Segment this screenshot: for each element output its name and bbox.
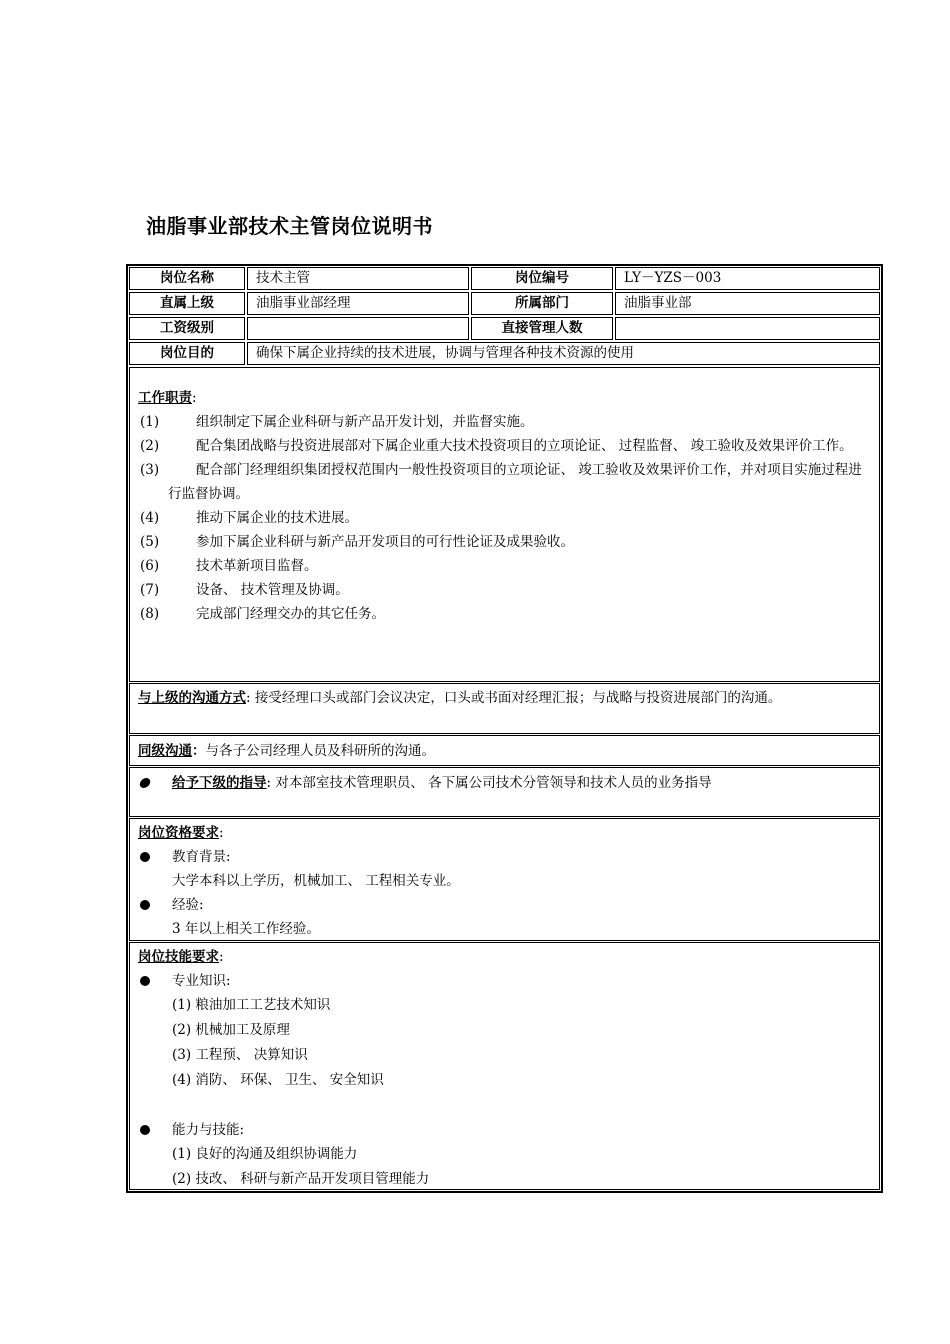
duties-section: 工作职责: (1) 组织制定下属企业科研与新产品开发计划，并监督实施。 (2) 配合集团战略与投资进展部对下属企业重大技术投资项目的立项论证、 过程监督、 竣工验收及效果评价工作。 (3) 配合部门经理组织集团授权范围内一般性投资项目的立项论证、 竣工验收及效果评价工作，并对项目实施过程进行监督协调。 (4) 推动下属企业的技术进展。 (5) 参加下属企业科研与新产品开发项目的可行性论证及成果验收。 (6) 技术革新项目监督。 (7) 设备、 技术管理及协调。 (8) 完成部门经理交办的其它任务。	[129, 367, 880, 682]
direct-reports-value	[615, 317, 880, 340]
job-description-table	[126, 264, 883, 1193]
knowledge-item: (2) 机械加工及原理	[172, 1022, 290, 1038]
duty-item: (8) 完成部门经理交办的其它任务。	[140, 606, 385, 622]
dept-value: 油脂事业部	[615, 292, 880, 315]
bullet-icon	[140, 976, 150, 986]
post-code-label: 岗位编号	[471, 267, 613, 290]
skills-section: 岗位技能要求: 专业知识: (1) 粮油加工工艺技术知识 (2) 机械加工及原理 (3) 工程预、 决算知识 (4) 消防、 环保、 卫生、 安全知识 能力与技能: (1) 良好的沟通及组织协调能力 (2) 技改、 科研与新产品开发项目管理能力	[129, 942, 880, 1190]
salary-value	[247, 317, 469, 340]
post-code-value: LY－YZS－003	[615, 267, 880, 290]
skills-heading: 岗位技能要求	[138, 949, 219, 965]
ability-item: (2) 技改、 科研与新产品开发项目管理能力	[172, 1171, 430, 1187]
superior-label: 直属上级	[129, 292, 245, 315]
purpose-label: 岗位目的	[129, 342, 245, 365]
bullet-icon	[140, 1125, 150, 1135]
post-name-label: 岗位名称	[129, 267, 245, 290]
upward-text: 接受经理口头或部门会议决定，口头或书面对经理汇报；与战略与投资进展部门的沟通。	[254, 690, 782, 706]
dept-label: 所属部门	[471, 292, 613, 315]
downward-text: 对本部室技术管理职员、 各下属公司技术分管领导和技术人员的业务指导	[275, 775, 712, 791]
duties-heading: 工作职责	[138, 390, 192, 406]
post-name-value: 技术主管	[247, 267, 469, 290]
education-label: 教育背景:	[172, 849, 231, 865]
knowledge-item: (3) 工程预、 决算知识	[172, 1047, 308, 1063]
ability-item: (1) 良好的沟通及组织协调能力	[172, 1146, 358, 1162]
bullet-icon	[139, 778, 152, 788]
duty-item: (2) 配合集团战略与投资进展部对下属企业重大技术投资项目的立项论证、 过程监督、 竣工验收及效果评价工作。	[140, 438, 853, 454]
downward-heading: 给予下级的指导	[172, 775, 267, 791]
header-grid	[128, 266, 881, 366]
upward-heading: 与上级的沟通方式	[138, 690, 246, 706]
bullet-icon	[140, 900, 150, 910]
knowledge-label: 专业知识:	[172, 973, 231, 989]
purpose-value: 确保下属企业持续的技术进展，协调与管理各种技术资源的使用	[247, 342, 880, 365]
qualification-heading: 岗位资格要求	[138, 825, 219, 841]
education-value: 大学本科以上学历，机械加工、 工程相关专业。	[172, 873, 460, 889]
duty-item: (5) 参加下属企业科研与新产品开发项目的可行性论证及成果验收。	[140, 534, 574, 550]
downward-guidance-section: 给予下级的指导: 对本部室技术管理职员、 各下属公司技术分管领导和技术人员的业务指导	[129, 767, 880, 817]
bullet-icon	[140, 852, 150, 862]
qualification-section: 岗位资格要求: 教育背景: 大学本科以上学历，机械加工、 工程相关专业。 经验: 3 年以上相关工作经验。	[129, 818, 880, 941]
ability-label: 能力与技能:	[172, 1122, 245, 1138]
duty-item: (4) 推动下属企业的技术进展。	[140, 510, 358, 526]
peer-text: 与各子公司经理人员及科研所的沟通。	[205, 743, 435, 759]
salary-label: 工资级别	[129, 317, 245, 340]
superior-value: 油脂事业部经理	[247, 292, 469, 315]
peer-communication-section: 同级沟通：与各子公司经理人员及科研所的沟通。	[129, 735, 880, 766]
duty-item: (7) 设备、 技术管理及协调。	[140, 582, 349, 598]
duty-item: (6) 技术革新项目监督。	[140, 558, 318, 574]
duty-item: (3) 配合部门经理组织集团授权范围内一般性投资项目的立项论证、 竣工验收及效果评价工作，并对项目实施过程进行监督协调。	[140, 462, 862, 502]
knowledge-item: (4) 消防、 环保、 卫生、 安全知识	[172, 1072, 384, 1088]
duty-item: (1) 组织制定下属企业科研与新产品开发计划，并监督实施。	[140, 414, 534, 430]
experience-label: 经验:	[172, 897, 204, 913]
knowledge-item: (1) 粮油加工工艺技术知识	[172, 997, 331, 1013]
experience-value: 3 年以上相关工作经验。	[172, 921, 320, 937]
direct-reports-label: 直接管理人数	[471, 317, 613, 340]
page-title: 油脂事业部技术主管岗位说明书	[146, 214, 433, 238]
upward-communication-section: 与上级的沟通方式: 接受经理口头或部门会议决定，口头或书面对经理汇报；与战略与投资进展部门的沟通。	[129, 683, 880, 734]
peer-heading: 同级沟通	[138, 743, 192, 759]
